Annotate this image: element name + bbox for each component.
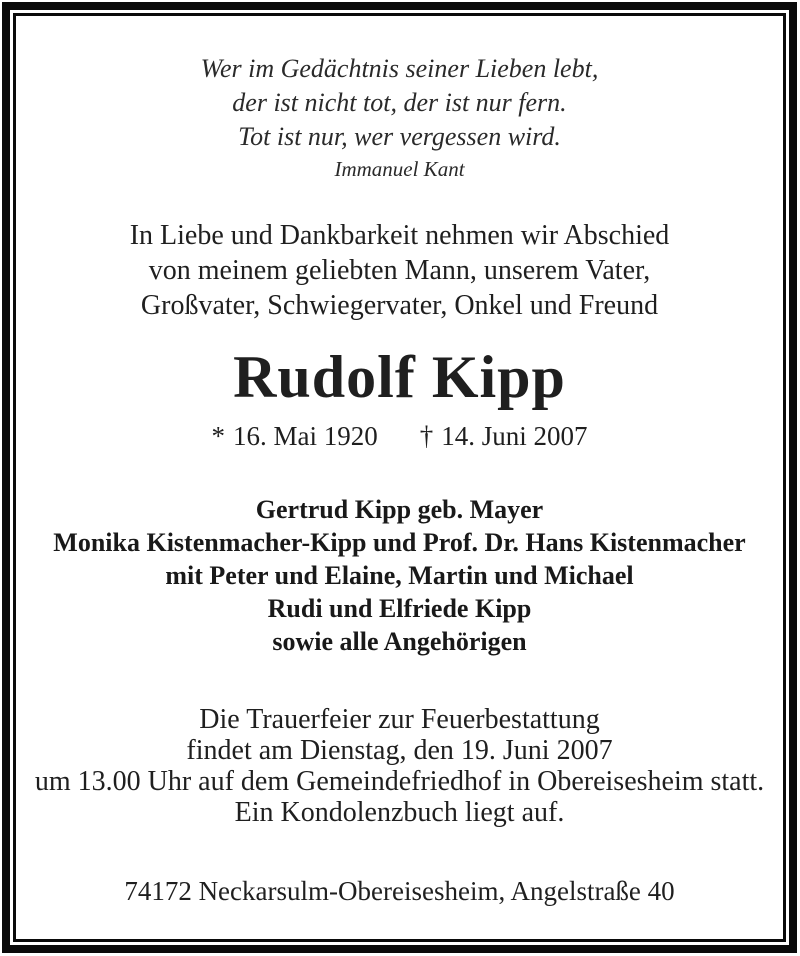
- intro-line: In Liebe und Dankbarkeit nehmen wir Abschied: [129, 220, 670, 251]
- memorial-quote: [24, 52, 775, 184]
- quote-line: der ist nicht tot, der ist nur fern.: [232, 88, 567, 117]
- death-date-group: [420, 421, 588, 451]
- mourners-list: [24, 493, 775, 658]
- intro-line: von meinem geliebten Mann, unserem Vater,: [148, 255, 651, 286]
- death-date: 14. Juni 2007: [441, 421, 588, 451]
- funeral-line: Die Trauerfeier zur Feuerbestattung: [199, 704, 600, 735]
- intro-line: Großvater, Schwiegervater, Onkel und Freund: [140, 290, 659, 321]
- notice-content: [16, 16, 783, 939]
- quote-line: Tot ist nur, wer vergessen wird.: [238, 122, 561, 151]
- funeral-details: [24, 704, 775, 828]
- quote-attribution: Immanuel Kant: [334, 157, 465, 181]
- mourner-line: mit Peter und Elaine, Martin und Michael: [165, 561, 634, 590]
- birth-date: 16. Mai 1920: [232, 421, 378, 451]
- inner-border-frame: [13, 13, 786, 942]
- born-star-symbol: *: [211, 421, 225, 451]
- quote-line: Wer im Gedächtnis seiner Lieben lebt,: [200, 54, 599, 83]
- funeral-line: Ein Kondolenzbuch liegt auf.: [234, 797, 565, 828]
- funeral-line: um 13.00 Uhr auf dem Gemeindefriedhof in Obereisesheim statt.: [34, 766, 765, 797]
- home-address: 74172 Neckarsulm-Obereisesheim, Angelstraße 40: [124, 876, 675, 906]
- mourner-line: sowie alle Angehörigen: [272, 627, 527, 656]
- birth-date-group: [211, 421, 377, 451]
- outer-border-frame: [2, 2, 797, 953]
- life-dates: [24, 419, 775, 453]
- deceased-name: Rudolf Kipp: [233, 344, 566, 410]
- funeral-line: findet am Dienstag, den 19. Juni 2007: [186, 735, 613, 766]
- mourner-line: Gertrud Kipp geb. Mayer: [255, 495, 544, 524]
- death-cross-symbol: †: [419, 421, 434, 451]
- mourner-line: Rudi und Elfriede Kipp: [267, 594, 532, 623]
- farewell-intro: [24, 218, 775, 323]
- mourner-line: Monika Kistenmacher-Kipp und Prof. Dr. Hans Kistenmacher: [53, 528, 746, 557]
